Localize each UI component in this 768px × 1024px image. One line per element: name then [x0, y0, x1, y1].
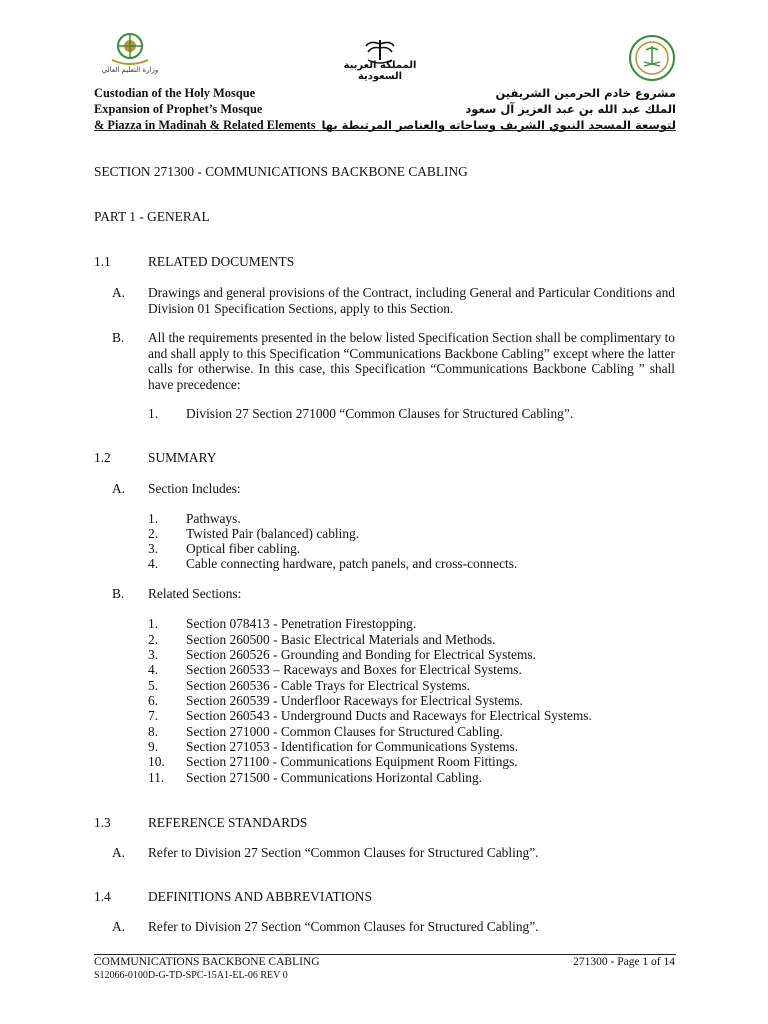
list-item: Optical fiber cabling.: [186, 541, 301, 556]
list-item-number: 2.: [148, 632, 159, 647]
paragraph-letter: B.: [112, 330, 125, 345]
paragraph-text: Drawings and general provisions of the Contract, including General and Particular Conditions and Division 01 Specification Sections, apply to this Section.: [148, 285, 675, 316]
header-line-1: Custodian of the Holy Mosque: [94, 86, 256, 100]
paragraph-letter: A.: [112, 481, 126, 496]
list-item-number: 11.: [148, 770, 165, 785]
list-item: Pathways.: [186, 511, 241, 526]
paragraph-letter: A.: [112, 919, 126, 934]
list-item-number: 5.: [148, 678, 159, 693]
list-item-number: 3.: [148, 541, 159, 556]
header-ar-line-3: لتوسعة المسجد النبوي الشريف وساحاته والعناصر المرتبطة بها: [321, 118, 676, 132]
list-item-number: 2.: [148, 526, 159, 541]
list-item-number: 3.: [148, 647, 159, 662]
article-title: SUMMARY: [148, 450, 217, 465]
list-item-number: 10.: [148, 754, 165, 769]
footer-page-number: 271300 - Page 1 of 14: [573, 956, 675, 968]
list-item: Section 271000 - Common Clauses for Structured Cabling.: [186, 724, 503, 739]
subparagraph-text: Division 27 Section 271000 “Common Clauses for Structured Cabling”.: [186, 406, 574, 421]
list-item: Section 260526 - Grounding and Bonding for Electrical Systems.: [186, 647, 536, 662]
article-title: REFERENCE STANDARDS: [148, 815, 308, 830]
part-title: PART 1 - GENERAL: [94, 209, 210, 224]
list-item: Section 271500 - Communications Horizontal Cabling.: [186, 770, 483, 785]
ministry-emblem-icon: [98, 30, 162, 82]
header-line-3: & Piazza in Madinah & Related Elements: [94, 118, 316, 132]
list-item-number: 6.: [148, 693, 159, 708]
list-item-number: 8.: [148, 724, 159, 739]
paragraph-text: Related Sections:: [148, 586, 242, 601]
list-item: Section 271053 - Identification for Communications Systems.: [186, 739, 519, 754]
article-title: DEFINITIONS AND ABBREVIATIONS: [148, 889, 372, 904]
list-item-number: 7.: [148, 708, 159, 723]
article-number: 1.3: [94, 815, 111, 830]
list-item-number: 1.: [148, 511, 159, 526]
section-title: SECTION 271300 - COMMUNICATIONS BACKBONE CABLING: [94, 164, 468, 179]
list-item: Section 260536 - Cable Trays for Electrical Systems.: [186, 678, 471, 693]
article-number: 1.1: [94, 254, 111, 269]
paragraph-letter: A.: [112, 845, 126, 860]
list-item: Section 078413 - Penetration Firestopping.: [186, 616, 417, 631]
list-item: Cable connecting hardware, patch panels, and cross-connects.: [186, 556, 518, 571]
list-item-number: 4.: [148, 662, 159, 677]
header-ar-line-2: الملك عبد الله بن عبد العزيز آل سعود: [465, 102, 676, 116]
list-item: Section 260533 – Raceways and Boxes for Electrical Systems.: [186, 662, 522, 677]
header-line-2: Expansion of Prophet’s Mosque: [94, 102, 263, 116]
paragraph-text: Refer to Division 27 Section “Common Clauses for Structured Cabling”.: [148, 919, 539, 934]
article-number: 1.2: [94, 450, 111, 465]
header-arabic: [321, 85, 676, 133]
list-item-number: 4.: [148, 556, 159, 571]
paragraph-letter: B.: [112, 586, 125, 601]
paragraph-letter: A.: [112, 285, 126, 300]
paragraph-text: Section Includes:: [148, 481, 241, 496]
paragraph-text: All the requirements presented in the below listed Specification Section shall be complimentary to and shall apply to this Specification “Communications Backbone Cabling” except where the latter calls for otherwise. In this case, this Specification “Communications Backbone Cabling ” shall have precedence:: [148, 330, 675, 392]
footer-document-code: S12066-0100D-G-TD-SPC-15A1-EL-06 REV 0: [94, 970, 288, 981]
header-divider: [94, 130, 676, 131]
ministry-logo-caption: وزارة التعليم العالي: [101, 66, 159, 74]
saudi-emblem: [330, 38, 430, 84]
ministry-logo: [98, 30, 162, 82]
footer-section-name: COMMUNICATIONS BACKBONE CABLING: [94, 956, 320, 968]
list-item-number: 9.: [148, 739, 159, 754]
list-item: Twisted Pair (balanced) cabling.: [186, 526, 360, 541]
list-item-number: 1.: [148, 616, 159, 631]
paragraph-text: Refer to Division 27 Section “Common Clauses for Structured Cabling”.: [148, 845, 539, 860]
list-item: Section 260539 - Underfloor Raceways for Electrical Systems.: [186, 693, 523, 708]
article-number: 1.4: [94, 889, 111, 904]
project-seal: [628, 34, 676, 82]
article-title: RELATED DOCUMENTS: [148, 254, 295, 269]
list-item: Section 260500 - Basic Electrical Materials and Methods.: [186, 632, 496, 647]
list-item: Section 260543 - Underground Ducts and Raceways for Electrical Systems.: [186, 708, 592, 723]
round-seal-icon: [628, 34, 676, 82]
subparagraph-number: 1.: [148, 406, 159, 421]
header-english: [94, 85, 316, 133]
saudi-emblem-caption: المملكة العربية السعودية: [343, 60, 417, 82]
list-item: Section 271100 - Communications Equipment Room Fittings.: [186, 754, 518, 769]
header-ar-line-1: مشروع خادم الحرمين الشريفين: [495, 86, 676, 100]
